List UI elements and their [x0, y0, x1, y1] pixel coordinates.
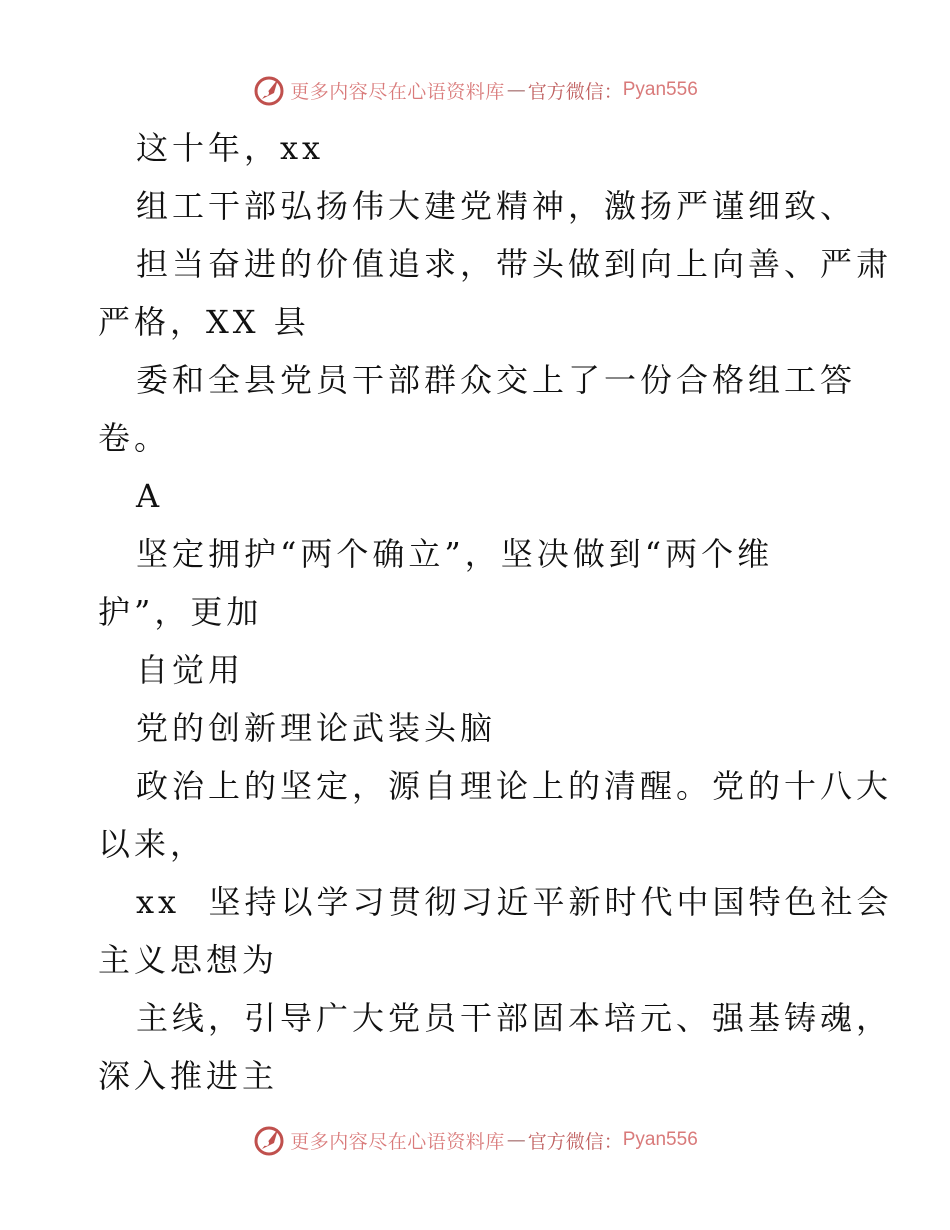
watermark-separator: — — [506, 79, 526, 101]
watermark-text: 更多内容尽在心语资料库 — [290, 1130, 505, 1153]
header-watermark — [0, 70, 950, 110]
body-line: xx 坚持以学习贯彻习近平新时代中国特色社会 — [136, 883, 893, 921]
body-line: 自觉用 — [136, 651, 245, 689]
body-line: 政治上的坚定，源自理论上的清醒。党的十八大 — [136, 767, 893, 805]
watermark-text: 更多内容尽在心语资料库 — [290, 80, 505, 103]
watermark-separator: — — [506, 1129, 526, 1151]
watermark-account: Pyan556 — [622, 79, 698, 100]
body-line: 严格，XX 县 — [98, 303, 310, 341]
body-line: 主线，引导广大党员干部固本培元、强基铸魂， — [136, 999, 893, 1037]
body-line: 组工干部弘扬伟大建党精神，激扬严谨细致、 — [136, 187, 857, 225]
watermark-label: 官方微信： — [527, 80, 623, 103]
body-line: 深入推进主 — [98, 1057, 279, 1095]
body-line: 以来， — [98, 825, 207, 863]
body-line: 卷。 — [98, 419, 171, 457]
body-line: 这十年，xx — [136, 129, 325, 167]
watermark-label: 官方微信： — [527, 1130, 623, 1153]
body-line: 担当奋进的价值追求，带头做到向上向善、严肃 — [136, 245, 893, 283]
body-line: 主义思想为 — [98, 941, 279, 979]
watermark-account: Pyan556 — [622, 1129, 698, 1150]
body-line: 护”，更加 — [98, 593, 263, 631]
section-marker: A — [136, 477, 164, 515]
footer-watermark — [0, 1120, 950, 1160]
body-line: 党的创新理论武装头脑 — [136, 709, 497, 747]
body-line: 委和全县党员干部群众交上了一份合格组工答 — [136, 361, 857, 399]
feather-pen-logo-icon — [252, 1123, 286, 1157]
body-line: 坚定拥护“两个确立”，坚决做到“两个维 — [136, 535, 774, 573]
feather-pen-logo-icon — [252, 73, 286, 107]
